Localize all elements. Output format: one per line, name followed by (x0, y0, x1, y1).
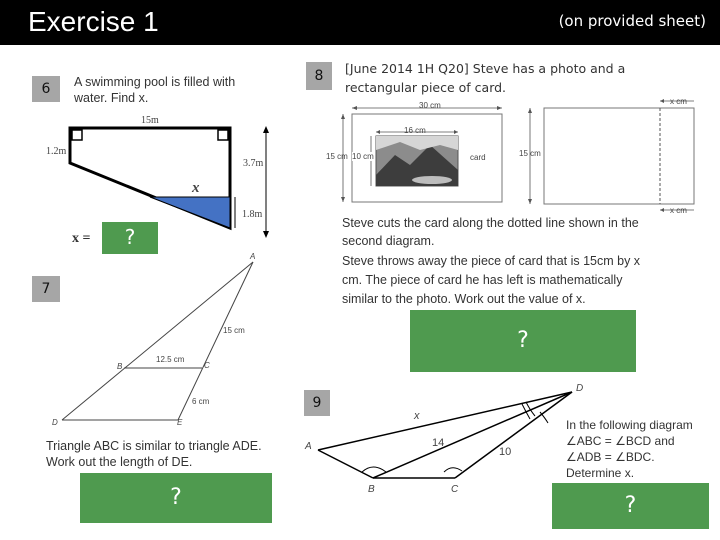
q8-answer-box[interactable]: ? (410, 310, 636, 372)
q8-x-label-top: x cm (670, 97, 687, 106)
question-number-6: 6 (32, 76, 60, 102)
page-title: Exercise 1 (28, 6, 159, 37)
q7-label-D: D (52, 418, 58, 427)
q8-x-label-bottom: x cm (670, 206, 687, 215)
q9-label-D: D (576, 383, 584, 394)
q9-text-line3: ∠ADB = ∠BDC. (566, 450, 655, 464)
q6-text-line2: water. Find x. (74, 91, 149, 105)
q9-label-10: 10 (499, 446, 512, 458)
q9-side-AD (318, 392, 572, 450)
question-number-7: 7 (32, 276, 60, 302)
q6-label-small: 1.8m (242, 209, 263, 220)
q9-label-A: A (305, 441, 312, 452)
q6-label-right: 3.7m (243, 158, 264, 169)
q6-label-top: 15m (141, 115, 159, 126)
q7-answer-box[interactable]: ? (80, 473, 272, 523)
q6-label-left: 1.2m (46, 146, 67, 157)
q9-label-x: x (414, 410, 420, 422)
q6-answer-box[interactable]: ? (102, 222, 158, 254)
q7-label-A: A (250, 252, 256, 261)
q9-label-C: C (451, 484, 459, 495)
question-number-8: 8 (306, 62, 332, 90)
q8-photo-width: 16 cm (404, 126, 426, 135)
q9-label-14: 14 (432, 437, 445, 449)
q8-para-line5: similar to the photo. Work out the value of x. (342, 292, 586, 306)
q7-length-AC: 15 cm (223, 326, 245, 335)
q6-label-x: x (192, 180, 200, 196)
q9-side-AB (318, 450, 373, 478)
q7-text-line1: Triangle ABC is similar to triangle ADE. (46, 439, 262, 453)
q6-text-line1: A swimming pool is filled with (74, 75, 236, 89)
q9-text-line4: Determine x. (566, 466, 635, 480)
q6-answer-prefix: x = (72, 231, 91, 246)
q7-length-CE: 6 cm (192, 397, 210, 406)
q8-para-line2: second diagram. (342, 234, 435, 248)
q8-card-width: 30 cm (419, 101, 441, 110)
q8-card-height: 15 cm (326, 152, 348, 161)
q9-text-line1: In the following diagram (566, 418, 693, 432)
page-subtitle: (on provided sheet) (558, 12, 706, 30)
q9-label-B: B (368, 484, 375, 495)
q7-label-E: E (177, 418, 183, 427)
q8-para-line1: Steve cuts the card along the dotted line shown in the (342, 216, 639, 230)
q7-label-C: C (204, 361, 210, 370)
q8-card-label: card (470, 153, 486, 162)
q9-answer-box[interactable]: ? (552, 483, 709, 529)
q8-header-line2: rectangular piece of card. (345, 80, 507, 95)
q7-text-line2: Work out the length of DE. (46, 455, 193, 469)
q8-right-height: 15 cm (519, 149, 541, 158)
q8-para-line3: Steve throws away the piece of card that is 15cm by x (342, 254, 641, 268)
q9-text-line2: ∠ABC = ∠BCD and (566, 434, 675, 448)
q8-header-line1: [June 2014 1H Q20] Steve has a photo and a (345, 61, 626, 76)
q8-photo-height: 10 cm (352, 152, 374, 161)
q8-para-line4: cm. The piece of card he has left is mathematically (342, 273, 623, 287)
q7-length-BC: 12.5 cm (156, 355, 185, 364)
question-number-9: 9 (304, 390, 330, 416)
q7-label-B: B (117, 362, 123, 371)
